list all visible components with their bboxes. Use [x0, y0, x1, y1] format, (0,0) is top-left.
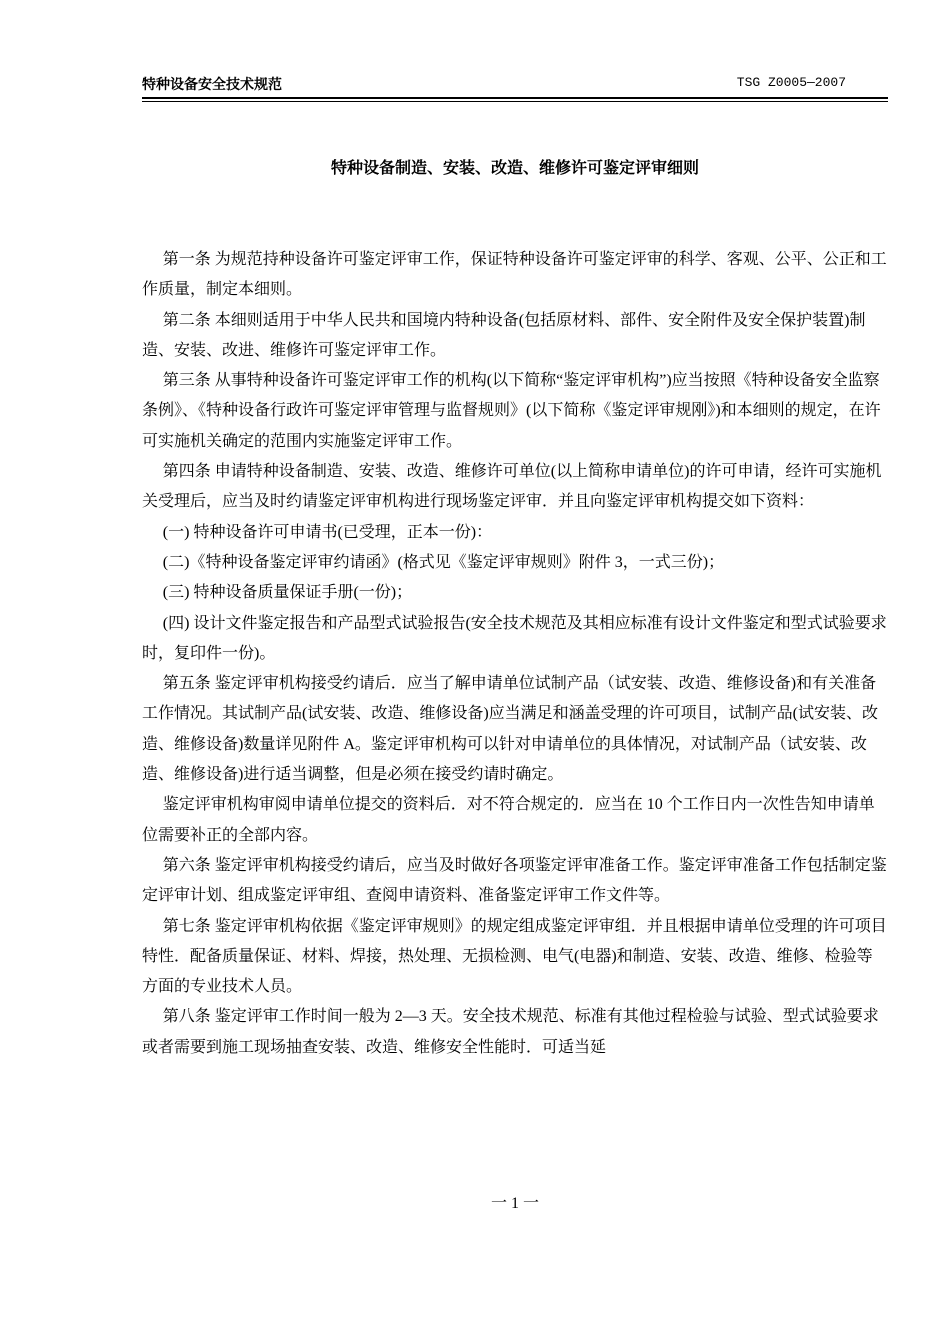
- header-rule-thin: [142, 101, 888, 102]
- paragraph-article-4: 第四条 申请特种设备制造、安装、改造、维修许可单位(以上简称申请单位)的许可申请，经许可实施机关受理后，应当及时约请鉴定评审机构进行现场鉴定评审．并且向鉴定评审机构提交如下资料：: [142, 463, 882, 511]
- paragraph-article-1: 第一条 为规范持种设备许可鉴定评审工作，保证特种设备许可鉴定评审的科学、客观、公平、公正和工作质量，制定本细则。: [142, 251, 887, 299]
- list-item-4: (四) 设计文件鉴定报告和产品型式试验报告(安全技术规范及其相应标准有设计文件鉴定和型式试验要求时，复印件一份)。: [142, 614, 887, 662]
- paragraph-article-8: 第八条 鉴定评审工作时间一般为 2—3 天。安全技术规范、标准有其他过程检验与试验、型式试验要求或者需要到施工现场抽查安装、改造、维修安全性能时．可适当延: [142, 1008, 879, 1056]
- header-series-title: 特种设备安全技术规范: [142, 77, 282, 93]
- document-body: [142, 245, 888, 1063]
- paragraph-article-6: 第六条 鉴定评审机构接受约请后，应当及时做好各项鉴定评审准备工作。鉴定评审准备工作包括制定鉴定评审计划、组成鉴定评审组、查阅申请资料、准备鉴定评审工作文件等。: [142, 856, 887, 905]
- paragraph-article-7: 第七条 鉴定评审机构依据《鉴定评审规则》的规定组成鉴定评审组．并且根据申请单位受理的许可项目特性．配备质量保证、材料、焊接，热处理、无损检测、电气(电器)和制造、安装、改造、维修、检验等方面的专业技术人员。: [142, 917, 887, 996]
- paragraph-article-2: 第二条 本细则适用于中华人民共和国境内特种设备(包括原材料、部件、安全附件及安全保护装置)制造、安装、改进、维修许可鉴定评审工作。: [142, 311, 866, 359]
- list-item-1: (一) 特种设备许可申请书(已受理，正本一份)：: [162, 523, 493, 541]
- list-item-3: (三) 特种设备质量保证手册(一份)；: [162, 584, 413, 602]
- paragraph-article-3: 第三条 从事特种设备许可鉴定评审工作的机构(以下简称“鉴定评审机构”)应当按照《特种设备安全监察条例》、《特种设备行政许可鉴定评审管理与监督规则》(以下简称《鉴定评审规刚》)和本细则的规定，在许可实施机关确定的范围内实施鉴定评审工作。: [142, 372, 881, 450]
- header-rule-thick: [142, 97, 888, 99]
- list-item-2: (二)《特种设备鉴定评审约请函》(格式见《鉴定评审规则》附件 3，一式三份)；: [162, 553, 725, 571]
- paragraph-article-5: 第五条 鉴定评审机构接受约请后．应当了解申请单位试制产品（试安装、改造、维修设备)和有关准备工作情况。其试制产品(试安装、改造、维修设备)应当满足和涵盖受理的许可项目，试制产品(试安装、改造、维修设备)数量详见附件 A。鉴定评审机构可以针对申请单位的具体情况，对试制产品（试安装、改造、维修设备)进行适当调整，但是必须在接受约请时确定。: [142, 675, 878, 784]
- paragraph-article-5-cont: 鉴定评审机构审阅申请单位提交的资料后．对不符合规定的．应当在 10 个工作日内一次性告知申请单位需要补正的全部内容。: [142, 796, 875, 844]
- header-standard-code: TSG Z0005—2007: [736, 75, 846, 90]
- page-number: 一 1 一: [490, 1195, 539, 1212]
- document-title: 特种设备制造、安装、改造、维修许可鉴定评审细则: [330, 158, 699, 177]
